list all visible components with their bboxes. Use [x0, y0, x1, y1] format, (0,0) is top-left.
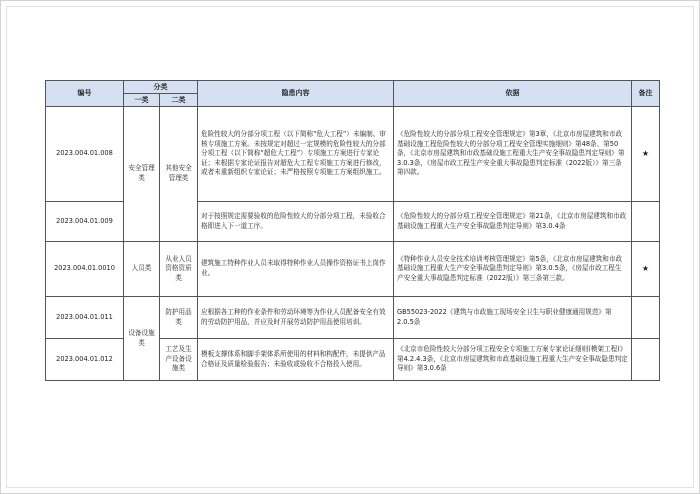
row-category-level2: 其他安全管理类: [160, 107, 198, 242]
important-star-mark: ★: [632, 242, 660, 297]
row-basis: 《北京市危险性较大分部分项工程安全专项施工方案专家论证细则(模架工程)》第4.2.4.3条，《北京市房屋建筑和市政基础设施工程重大生产安全事故隐患判定导则》第3.0.6条: [394, 339, 632, 381]
important-star-mark: ★: [632, 107, 660, 202]
row-category-level1: 设备设施类: [124, 297, 160, 381]
hazard-table: [45, 80, 660, 381]
row-code: 2023.004.01.011: [46, 297, 124, 339]
row-code: 2023.004.01.0010: [46, 242, 124, 297]
row-category-level1: 人员类: [124, 242, 160, 297]
row-code: 2023.004.01.009: [46, 202, 124, 242]
row-hazard: 模板支撑体系和脚手架体系所使用的材料和构配件，未提供产品合格证及质量检验报告；未验收或验收不合格投入使用。: [198, 339, 394, 381]
row-note: [632, 297, 660, 339]
row-basis: 《特种作业人员安全技术培训考核管理规定》第5条，《北京市房屋建筑和市政基础设施工程重大生产安全事故隐患判定导则》第3.0.5条，《房屋市政工程生产安全重大事故隐患判定标准（2022版）》第三条第三款。: [394, 242, 632, 297]
header-basis: 依据: [394, 81, 632, 107]
row-hazard: 建筑施工特种作业人员未取得特种作业人员操作资格证书上岗作业。: [198, 242, 394, 297]
row-category-level2: 从业人员资格资质类: [160, 242, 198, 297]
header-code: 编号: [46, 81, 124, 107]
row-basis: 《危险性较大的分部分项工程安全管理规定》第3章，《北京市房屋建筑和市政基础设施工程危险性较大的分部分项工程安全管理实施细则》第48条、第50条，《北京市房屋建筑和市政基础设施工程重大生产安全事故隐患判定导则》第3.0.3条，《房屋市政工程生产安全重大事故隐患判定标准（2022版）》第三条第四款。: [394, 107, 632, 202]
table-row: [46, 107, 660, 202]
header-hazard: 隐患内容: [198, 81, 394, 107]
row-hazard: 危险性较大的分部分项工程（以下简称“危大工程”）未编制、审核专项施工方案。未按规定对超过一定规模的危险性较大的分部分项工程（以下简称“超危大工程”）专项施工方案进行专家论证；未根据专家论证报告对超危大工程专项施工方案进行修改，或者未重新组织专家论证；未严格按照专项施工方案组织施工。: [198, 107, 394, 202]
row-category-level1: 安全管理类: [124, 107, 160, 242]
row-basis: 《危险性较大的分部分项工程安全管理规定》第21条，《北京市房屋建筑和市政基础设施工程重大生产安全事故隐患判定导则》第3.0.4条: [394, 202, 632, 242]
header-level1: 一类: [124, 94, 160, 107]
table-row: [46, 297, 660, 339]
row-category-level2: 防护用品类: [160, 297, 198, 339]
row-code: 2023.004.01.008: [46, 107, 124, 202]
header-category: 分类: [124, 81, 198, 94]
table-row: [46, 242, 660, 297]
row-hazard: 应根据各工种的作业条件和劳动环境等为作业人员配备安全有效的劳动防护用品，并应及时开展劳动防护用品使用培训。: [198, 297, 394, 339]
header-level2: 二类: [160, 94, 198, 107]
header-note: 备注: [632, 81, 660, 107]
row-note: [632, 202, 660, 242]
row-code: 2023.004.01.012: [46, 339, 124, 381]
row-note: [632, 339, 660, 381]
row-basis: GB55023-2022《建筑与市政施工现场安全卫生与职业健康通用规范》第2.0.5条: [394, 297, 632, 339]
row-hazard: 对于按照规定需要验收的危险性较大的分部分项工程，未验收合格即进入下一道工序。: [198, 202, 394, 242]
row-category-level2: 工艺及生产设备设施类: [160, 339, 198, 381]
